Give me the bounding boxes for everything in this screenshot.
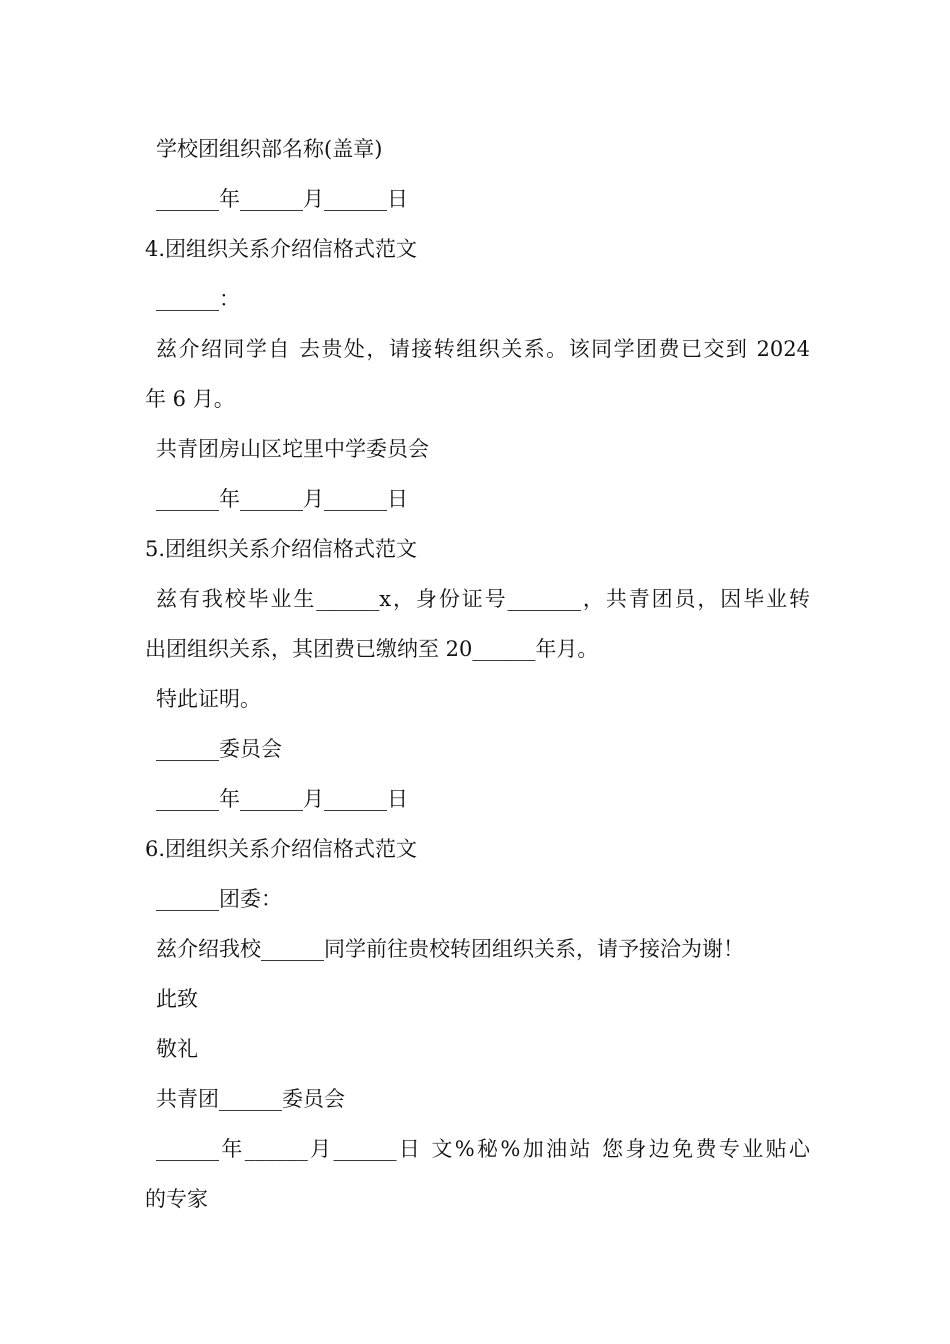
certification-line: 特此证明。 bbox=[156, 687, 261, 711]
school-org-seal-line: 学校团组织部名称(盖章) bbox=[156, 137, 383, 161]
salutation-line: ______： bbox=[156, 287, 240, 311]
date-line: ______年______月______日 bbox=[156, 487, 408, 511]
closing-line: 此致 bbox=[156, 987, 198, 1011]
letter-body-continuation: 出团组织关系，其团费已缴纳至 20______年月。 bbox=[145, 637, 599, 661]
closing-line: 敬礼 bbox=[156, 1037, 198, 1061]
date-line: ______年______月______日 bbox=[156, 187, 408, 211]
letter-body-line: 兹有我校毕业生______x，身份证号_______，共青团员，因毕业转 bbox=[156, 587, 810, 611]
issuer-line: 共青团房山区坨里中学委员会 bbox=[156, 437, 429, 461]
issuer-line: ______委员会 bbox=[156, 737, 282, 761]
salutation-line: ______团委： bbox=[156, 887, 282, 911]
section-heading-5: 5.团组织关系介绍信格式范文 bbox=[145, 537, 418, 561]
date-line: ______年______月______日 bbox=[156, 787, 408, 811]
date-footer-line: ______年______月______日 文%秘%加油站 您身边免费专业贴心 bbox=[156, 1137, 810, 1161]
letter-body-line: 兹介绍我校______同学前往贵校转团组织关系，请予接洽为谢！ bbox=[156, 937, 744, 961]
letter-body-line: 兹介绍同学自 去贵处，请接转组织关系。该同学团费已交到 2024 bbox=[156, 337, 810, 361]
letter-body-continuation: 年 6 月。 bbox=[145, 387, 235, 411]
footer-continuation: 的专家 bbox=[145, 1187, 208, 1211]
section-heading-6: 6.团组织关系介绍信格式范文 bbox=[145, 837, 418, 861]
issuer-line: 共青团______委员会 bbox=[156, 1087, 345, 1111]
document-body bbox=[145, 124, 810, 1224]
section-heading-4: 4.团组织关系介绍信格式范文 bbox=[145, 237, 418, 261]
